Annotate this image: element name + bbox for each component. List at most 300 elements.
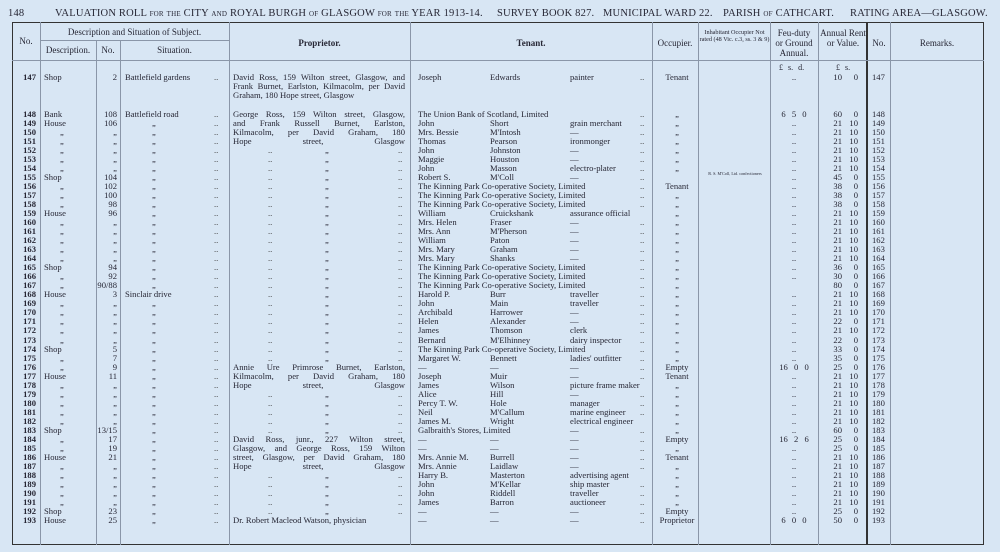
row-number-right: 154 (872, 162, 885, 173)
tenant-occupation: — (570, 433, 579, 444)
tenant-first-name: — (418, 433, 427, 444)
leader-dots: .. (268, 289, 273, 300)
leader-dots: .. (268, 479, 273, 490)
tenant-surname: Muir (490, 370, 508, 381)
street-number: „ (113, 298, 117, 309)
situation: „ (152, 117, 156, 128)
proprietor: David Ross, junr., 227 Wilton street, (233, 433, 405, 444)
tenant-occupation: — (570, 506, 579, 517)
leader-dots: .. (268, 262, 273, 273)
street-number: 19 (108, 442, 117, 453)
feu-duty: 6 0 0 (781, 515, 807, 526)
leader-dots: .. (640, 226, 645, 237)
street-number: „ (113, 325, 117, 336)
feu-duty: .. (791, 180, 797, 191)
rent-pounds: 21 (833, 235, 842, 246)
row-number: 188 (23, 470, 36, 481)
occupier: Proprietor (659, 515, 695, 526)
leader-dots: .. (640, 126, 645, 137)
rent-shillings: 0 (853, 171, 858, 182)
rating-area: RATING AREA—GLASGOW. (850, 8, 988, 19)
situation: „ (152, 361, 156, 372)
leader-dots: .. (398, 226, 403, 237)
rent-pounds: 21 (833, 289, 842, 300)
feu-duty: .. (791, 72, 797, 82)
rent-shillings: 0 (853, 433, 858, 444)
proprietor: „ (325, 388, 329, 399)
proprietor: „ (325, 415, 329, 426)
feu-duty: .. (791, 307, 797, 318)
col-no2: No. (872, 38, 886, 48)
tenant-surname: — (490, 361, 499, 372)
parish: PARISH of CATHCART. (723, 8, 835, 19)
situation: „ (152, 461, 156, 472)
proprietor: „ (325, 207, 329, 218)
roll-title: VALUATION ROLL for the CITY and ROYAL BURGH of GLASGOW for the YEAR 1913-14. (55, 8, 483, 19)
feu-duty: .. (791, 506, 797, 517)
rent-pounds: 36 (833, 262, 842, 273)
leader-dots: .. (268, 388, 273, 399)
leader-dots: .. (640, 235, 645, 246)
occupier: „ (675, 298, 679, 309)
rent-shillings: 10 (849, 298, 858, 309)
row-number: 155 (23, 171, 36, 182)
tenant-first-name: Mrs. Annie (418, 461, 457, 472)
description: „ (60, 216, 64, 227)
leader-dots: .. (640, 289, 645, 300)
rent-pounds: 21 (833, 325, 842, 336)
situation: „ (152, 316, 156, 327)
proprietor: David Ross, 159 Wilton street, Glasgow, and Frank Burnet, Earlston, Kilmacolm, per David Graham, 180 Hope street, Glasgow (233, 72, 405, 100)
occupier: Empty (665, 433, 689, 444)
description: „ (60, 280, 64, 291)
rent-pounds: 21 (833, 479, 842, 490)
street-number: „ (113, 144, 117, 155)
rent-shillings: 10 (849, 144, 858, 155)
occupier: „ (675, 406, 679, 417)
table-row (0, 426, 1000, 435)
leader-dots: .. (214, 189, 219, 200)
description: „ (60, 271, 64, 282)
feu-duty: .. (791, 253, 797, 264)
tenant-first-name: Mrs. Helen (418, 216, 457, 227)
rent-shillings: 0 (853, 424, 858, 435)
row-number: 192 (23, 506, 36, 517)
leader-dots: .. (640, 153, 645, 164)
occupier: „ (675, 189, 679, 200)
feu-duty: .. (791, 198, 797, 209)
tenant-occupation: traveller (570, 298, 599, 309)
row-number: 151 (23, 135, 36, 146)
proprietor: George Ross, 159 Wilton street, Glasgow, (233, 108, 405, 119)
description: „ (60, 316, 64, 327)
street-number: 17 (108, 433, 117, 444)
row-number: 162 (23, 235, 36, 246)
rent-pounds: 21 (833, 253, 842, 264)
proprietor: „ (325, 352, 329, 363)
situation: „ (152, 506, 156, 517)
tenant-occupation: — (570, 171, 579, 182)
row-number-right: 163 (872, 244, 885, 255)
tenant-occupation: ladies' outfitter (570, 352, 622, 363)
row-number-right: 176 (872, 361, 885, 372)
leader-dots: .. (214, 271, 219, 282)
occupier: „ (675, 415, 679, 426)
description: „ (60, 135, 64, 146)
proprietor: Hope street, Glasgow (233, 461, 405, 472)
rent-pounds: 21 (833, 370, 842, 381)
situation: „ (152, 415, 156, 426)
situation: „ (152, 153, 156, 164)
row-number-right: 164 (872, 253, 885, 264)
rent-pounds: 21 (833, 162, 842, 173)
leader-dots: .. (214, 216, 219, 227)
leader-dots: .. (214, 253, 219, 264)
row-number-right: 158 (872, 198, 885, 209)
leader-dots: .. (268, 253, 273, 264)
leader-dots: .. (398, 497, 403, 508)
feu-duty: .. (791, 135, 797, 146)
leader-dots: .. (640, 479, 645, 490)
leader-dots: .. (398, 488, 403, 499)
rent-shillings: 10 (849, 153, 858, 164)
feu-duty: .. (791, 216, 797, 227)
row-number: 149 (23, 117, 36, 128)
tenant-surname: Wright (490, 415, 514, 426)
rent-shillings: 0 (853, 271, 858, 282)
proprietor: and Frank Russell Burnet, Earlston, (233, 117, 405, 128)
leader-dots: .. (640, 117, 645, 128)
tenant-surname: Bennett (490, 352, 517, 363)
leader-dots: .. (268, 397, 273, 408)
leader-dots: .. (640, 334, 645, 345)
tenant-surname: Graham (490, 244, 518, 255)
leader-dots: .. (214, 307, 219, 318)
row-number-right: 179 (872, 388, 885, 399)
feu-duty: .. (791, 370, 797, 381)
proprietor: „ (325, 334, 329, 345)
feu-duty: .. (791, 226, 797, 237)
leader-dots: .. (640, 298, 645, 309)
rent-shillings: 0 (853, 108, 858, 119)
rent-pounds: 22 (833, 316, 842, 327)
leader-dots: .. (640, 162, 645, 173)
occupier: Tenant (665, 72, 689, 82)
street-number: „ (113, 379, 117, 390)
occupier: Tenant (665, 180, 689, 191)
table-row (0, 507, 1000, 516)
row-number-right: 162 (872, 235, 885, 246)
tenant-first-name: Alice (418, 388, 437, 399)
feu-duty: .. (791, 244, 797, 255)
occupier: „ (675, 316, 679, 327)
description: „ (60, 388, 64, 399)
proprietor: „ (325, 244, 329, 255)
situation: „ (152, 433, 156, 444)
tenant-first-name: Mrs. Annie M. (418, 452, 469, 463)
tenant-surname: Burrell (490, 452, 515, 463)
tenant-occupation: advertising agent (570, 470, 629, 481)
proprietor: „ (325, 298, 329, 309)
tenant-first-name: John (418, 298, 435, 309)
tenant-occupation: — (570, 316, 579, 327)
row-number-right: 181 (872, 406, 885, 417)
rent-shillings: 10 (849, 289, 858, 300)
row-number: 167 (23, 280, 36, 291)
description: Shop (44, 343, 62, 354)
col-occupier: Occupier. (657, 38, 693, 48)
situation: „ (152, 334, 156, 345)
tenant-first-name: — (418, 361, 427, 372)
rent-pounds: 21 (833, 388, 842, 399)
situation: „ (152, 406, 156, 417)
leader-dots: .. (268, 235, 273, 246)
street-number: „ (113, 497, 117, 508)
tenant-surname: Paton (490, 235, 510, 246)
description: House (44, 289, 66, 300)
rent-currency: £ s. (836, 63, 851, 72)
street-number: 98 (108, 198, 117, 209)
situation: „ (152, 144, 156, 155)
rent-pounds: 30 (833, 271, 842, 282)
occupier: Empty (665, 506, 689, 517)
description: „ (60, 352, 64, 363)
street-number: 13/15 (97, 424, 117, 435)
row-number-right: 165 (872, 262, 885, 273)
leader-dots: .. (214, 171, 219, 182)
tenant-name: The Kinning Park Co-operative Society, Limited (418, 180, 586, 191)
proprietor: „ (325, 153, 329, 164)
rent-shillings: 10 (849, 370, 858, 381)
occupier: „ (675, 207, 679, 218)
rent-pounds: 35 (833, 352, 842, 363)
tenant-name: The Union Bank of Scotland, Limited (418, 108, 549, 119)
proprietor: „ (325, 470, 329, 481)
tenant-occupation: clerk (570, 325, 588, 336)
row-number: 150 (23, 126, 36, 137)
tenant-surname: Edwards (490, 72, 521, 82)
rent-shillings: 10 (849, 235, 858, 246)
street-number: 104 (104, 171, 117, 182)
description: „ (60, 244, 64, 255)
leader-dots: .. (268, 334, 273, 345)
tenant-occupation: — (570, 361, 579, 372)
leader-dots: .. (398, 280, 403, 291)
occupier: „ (675, 343, 679, 354)
leader-dots: .. (214, 415, 219, 426)
proprietor: „ (325, 280, 329, 291)
row-number-right: 180 (872, 397, 885, 408)
leader-dots: .. (640, 171, 645, 182)
tenant-occupation: electrical engineer (570, 415, 634, 426)
row-number: 182 (23, 415, 36, 426)
street-number: 100 (104, 189, 117, 200)
rent-shillings: 10 (849, 226, 858, 237)
row-number: 160 (23, 216, 36, 227)
divider (40, 40, 229, 41)
tenant-name: The Kinning Park Co-operative Society, Limited (418, 198, 586, 209)
tenant-surname: M'Kellar (490, 479, 521, 490)
row-number-right: 160 (872, 216, 885, 227)
tenant-first-name: Bernard (418, 334, 446, 345)
row-number: 189 (23, 479, 36, 490)
situation: „ (152, 207, 156, 218)
rent-shillings: 0 (853, 262, 858, 273)
row-number-right: 182 (872, 415, 885, 426)
feu-duty: .. (791, 424, 797, 435)
tenant-occupation: — (570, 452, 579, 463)
row-number-right: 191 (872, 497, 885, 508)
description: „ (60, 470, 64, 481)
leader-dots: .. (268, 280, 273, 291)
leader-dots: .. (640, 253, 645, 264)
feu-duty: .. (791, 144, 797, 155)
leader-dots: .. (268, 153, 273, 164)
rent-shillings: 10 (849, 307, 858, 318)
leader-dots: .. (398, 171, 403, 182)
rent-pounds: 21 (833, 397, 842, 408)
tenant-first-name: John (418, 162, 435, 173)
leader-dots: .. (640, 144, 645, 155)
description: „ (60, 235, 64, 246)
proprietor: Glasgow, and George Ross, 159 Wilton (233, 442, 405, 453)
leader-dots: .. (214, 461, 219, 472)
row-number-right: 187 (872, 461, 885, 472)
leader-dots: .. (398, 207, 403, 218)
tenant-name: The Kinning Park Co-operative Society, Limited (418, 280, 586, 291)
leader-dots: .. (398, 244, 403, 255)
rent-shillings: 10 (849, 207, 858, 218)
description: „ (60, 189, 64, 200)
street-number: „ (113, 461, 117, 472)
rent-pounds: 21 (833, 415, 842, 426)
occupier: Tenant (665, 370, 689, 381)
row-number-right: 157 (872, 189, 885, 200)
situation: „ (152, 271, 156, 282)
occupier: „ (675, 235, 679, 246)
tenant-name: The Kinning Park Co-operative Society, Limited (418, 262, 586, 273)
leader-dots: .. (214, 316, 219, 327)
leader-dots: .. (214, 433, 219, 444)
table-row (0, 354, 1000, 363)
rent-pounds: 22 (833, 334, 842, 345)
leader-dots: .. (214, 397, 219, 408)
row-number-right: 167 (872, 280, 885, 291)
leader-dots: .. (398, 343, 403, 354)
tenant-occupation: — (570, 153, 579, 164)
tenant-occupation: — (570, 388, 579, 399)
tenant-surname: Main (490, 298, 509, 309)
rent-pounds: 45 (833, 171, 842, 182)
street-number: „ (113, 388, 117, 399)
leader-dots: .. (398, 352, 403, 363)
tenant-occupation: marine engineer (570, 406, 626, 417)
proprietor: „ (325, 262, 329, 273)
tenant-surname: Barron (490, 497, 514, 508)
row-number-right: 193 (872, 515, 885, 526)
street-number: „ (113, 153, 117, 164)
rent-pounds: 25 (833, 361, 842, 372)
rent-pounds: 21 (833, 126, 842, 137)
tenant-surname: Hole (490, 397, 507, 408)
feu-duty: .. (791, 207, 797, 218)
tenant-first-name: James M. (418, 415, 451, 426)
row-number-right: 174 (872, 343, 885, 354)
tenant-surname: — (490, 433, 499, 444)
leader-dots: .. (214, 289, 219, 300)
occupier: Tenant (665, 452, 689, 463)
description: „ (60, 226, 64, 237)
rent-pounds: 60 (833, 108, 842, 119)
row-number-right: 150 (872, 126, 885, 137)
rent-shillings: 0 (853, 198, 858, 209)
street-number: 102 (104, 180, 117, 191)
situation: „ (152, 189, 156, 200)
row-number: 176 (23, 361, 36, 372)
proprietor: Hope street, Glasgow (233, 135, 405, 146)
feu-duty: .. (791, 334, 797, 345)
feu-duty: .. (791, 325, 797, 336)
row-number-right: 177 (872, 370, 885, 381)
description: „ (60, 180, 64, 191)
leader-dots: .. (398, 424, 403, 435)
tenant-occupation: — (570, 515, 579, 526)
description: „ (60, 126, 64, 137)
leader-dots: .. (398, 180, 403, 191)
leader-dots: .. (640, 198, 645, 209)
situation: „ (152, 379, 156, 390)
leader-dots: .. (398, 406, 403, 417)
proprietor: „ (325, 144, 329, 155)
street-number: „ (113, 307, 117, 318)
tenant-first-name: Archibald (418, 307, 453, 318)
occupier: „ (675, 497, 679, 508)
description: „ (60, 307, 64, 318)
proprietor: „ (325, 506, 329, 517)
leader-dots: .. (640, 424, 645, 435)
row-number: 179 (23, 388, 36, 399)
street-number: „ (113, 470, 117, 481)
occupier: „ (675, 262, 679, 273)
street-number: „ (113, 162, 117, 173)
description: Shop (44, 72, 62, 82)
occupier: „ (675, 144, 679, 155)
row-number: 169 (23, 298, 36, 309)
feu-duty: .. (791, 162, 797, 173)
leader-dots: .. (640, 216, 645, 227)
leader-dots: .. (268, 497, 273, 508)
occupier: „ (675, 470, 679, 481)
feu-duty: .. (791, 235, 797, 246)
description: Shop (44, 262, 62, 273)
tenant-occupation: traveller (570, 289, 599, 300)
tenant-occupation: traveller (570, 488, 599, 499)
street-number: „ (113, 334, 117, 345)
situation: „ (152, 171, 156, 182)
leader-dots: .. (398, 415, 403, 426)
row-number: 154 (23, 162, 36, 173)
feu-duty: .. (791, 289, 797, 300)
street-number: 3 (112, 289, 117, 300)
leader-dots: .. (640, 442, 645, 453)
feu-duty: .. (791, 397, 797, 408)
rent-shillings: 10 (849, 253, 858, 264)
leader-dots: .. (214, 352, 219, 363)
tenant-surname: M'Pherson (490, 226, 527, 237)
street-number: 5 (112, 343, 117, 354)
leader-dots: .. (214, 153, 219, 164)
occupier: „ (675, 280, 679, 291)
